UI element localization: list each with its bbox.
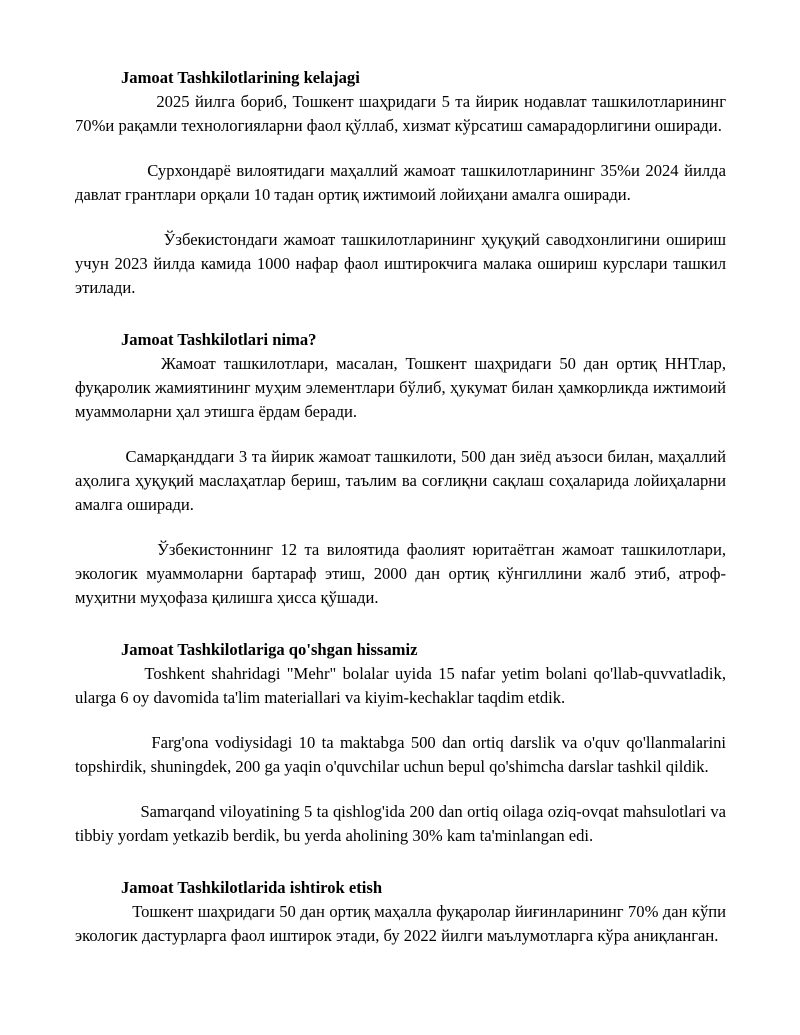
section-what-are [75,328,726,610]
section-heading: Jamoat Tashkilotlarining kelajagi [121,68,360,87]
section-contribution [75,638,726,848]
section-future [75,66,726,300]
paragraph: Toshkent shahridagi "Mehr" bolalar uyida 15 nafar yetim bolani qo'llab-quvvatladik, ularga 6 oy davomida ta'lim materiallari va kiyim-kechaklar taqdim etdik. [75,664,726,707]
paragraph: Жамоат ташкилотлари, масалан, Тошкент шаҳридаги 50 дан ортиқ ННТлар, фуқаролик жамиятининг муҳим элементлари бўлиб, ҳукумат билан ҳамкорликда ижтимоий муаммоларни ҳал этишга ёрдам беради. [75,354,726,421]
paragraph: Samarqand viloyatining 5 ta qishlog'ida 200 dan ortiq oilaga oziq-ovqat mahsulotlari va tibbiy yordam yetkazib berdik, bu yerda aholining 30% kam ta'minlangan edi. [75,802,726,845]
section-heading: Jamoat Tashkilotlari nima? [121,330,317,349]
paragraph: 2025 йилга бориб, Тошкент шаҳридаги 5 та йирик нодавлат ташкилотларининг 70%и рақамли технологияларни фаол қўллаб, хизмат кўрсатиш самарадорлигини оширади. [75,92,726,135]
paragraph: Ўзбекистондаги жамоат ташкилотларининг ҳуқуқий саводхонлигини ошириш учун 2023 йилда камида 1000 нафар фаол иштирокчига малака ошириш курслари ташкил этилади. [75,230,726,297]
document-page [75,66,726,948]
section-heading: Jamoat Tashkilotlariga qo'shgan hissamiz [121,640,418,659]
section-heading: Jamoat Tashkilotlarida ishtirok etish [121,878,383,897]
paragraph: Сурхондарё вилоятидаги маҳаллий жамоат ташкилотларининг 35%и 2024 йилда давлат грантлари орқали 10 тадан ортиқ ижтимоий лойиҳани амалга оширади. [75,161,726,204]
paragraph: Тошкент шаҳридаги 50 дан ортиқ маҳалла фуқаролар йиғинларининг 70% дан кўпи экологик дастурларга фаол иштирок этади, бу 2022 йилги маълумотларга кўра аниқланган. [75,902,726,945]
paragraph: Farg'ona vodiysidagi 10 ta maktabga 500 dan ortiq darslik va o'quv qo'llanmalarini topshirdik, shuningdek, 200 ga yaqin o'quvchilar uchun bepul qo'shimcha darslar tashkil qildik. [75,733,726,776]
paragraph: Ўзбекистоннинг 12 та вилоятида фаолият юритаётган жамоат ташкилотлари, экологик муаммоларни бартараф этиш, 2000 дан ортиқ кўнгиллини жалб этиб, атроф-муҳитни муҳофаза қилишга ҳисса қўшади. [75,540,726,607]
section-participation [75,876,726,948]
paragraph: Самарқанддаги 3 та йирик жамоат ташкилоти, 500 дан зиёд аъзоси билан, маҳаллий аҳолига ҳуқуқий маслаҳатлар бериш, таълим ва соғлиқни сақлаш соҳаларида лойиҳаларни амалга оширади. [75,447,726,514]
